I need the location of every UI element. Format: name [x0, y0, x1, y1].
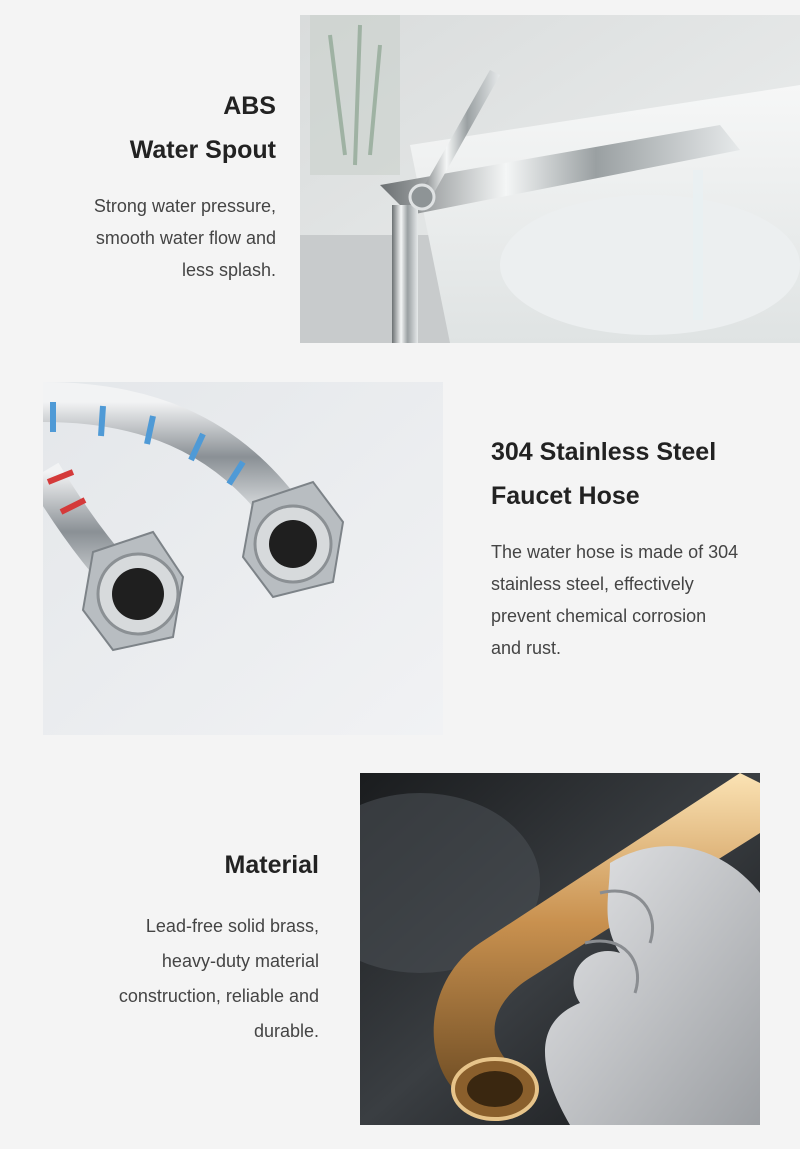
- section-material-text: [40, 843, 319, 1049]
- section-body-line-2: smooth water flow and: [95, 228, 276, 248]
- section-abs-spout-text: [40, 84, 276, 286]
- section-body-line-3: less splash.: [181, 260, 276, 280]
- section-body-line-1: The water hose is made of 304: [491, 542, 739, 562]
- section-body-line-2: heavy-duty material: [161, 951, 319, 971]
- hose-photo: [43, 382, 443, 735]
- brass-photo: [360, 773, 760, 1125]
- section-body-line-4: durable.: [253, 1021, 319, 1041]
- section-body-line-3: construction, reliable and: [118, 986, 319, 1006]
- faucet-image: [300, 15, 800, 343]
- section-title-line-2: Faucet Hose: [491, 482, 640, 510]
- section-title-line-2: Water Spout: [129, 136, 276, 164]
- section-body-line-3: prevent chemical corrosion: [491, 606, 707, 626]
- hose-image: [43, 382, 443, 735]
- section-title-line-1: 304 Stainless Steel: [491, 438, 717, 466]
- section-body-line-2: stainless steel, effectively: [491, 574, 694, 594]
- brass-image: [360, 773, 760, 1125]
- section-body-line-4: and rust.: [491, 638, 562, 658]
- section-title-line-1: ABS: [223, 92, 276, 120]
- section-body-line-1: Lead-free solid brass,: [145, 916, 319, 936]
- section-body-line-1: Strong water pressure,: [93, 196, 276, 216]
- faucet-photo: [300, 15, 800, 343]
- section-title-line-1: Material: [224, 851, 319, 879]
- section-hose-text: [491, 430, 781, 664]
